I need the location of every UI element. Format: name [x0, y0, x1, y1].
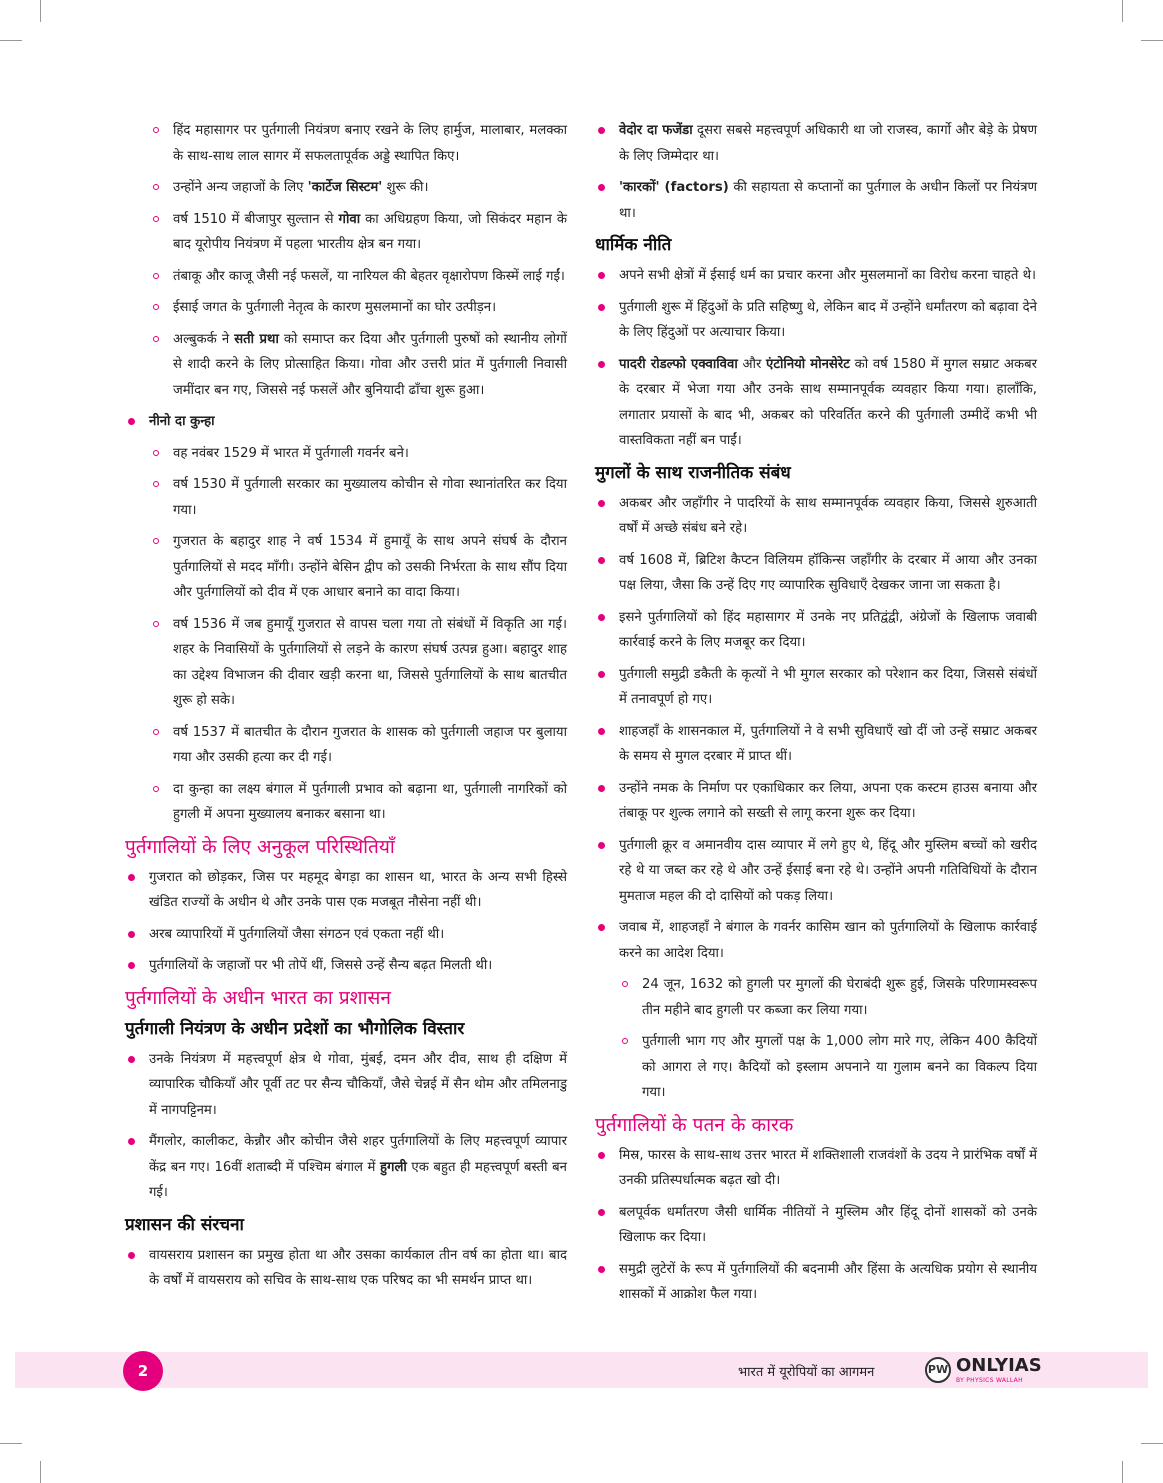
list-item: गुजरात के बहादुर शाह ने वर्ष 1534 में हुमायूँ के साथ अपने संघर्ष के दौरान पुर्तगालियों से मदद माँगी। उन्होंने बेसिन द्वीप को उसकी निर्भरता के साथ सौंप दिया और पुर्तगालियों को दीव में एक आधार बनाने का वादा किया। [125, 529, 567, 606]
list-item: उन्होंने अन्य जहाजों के लिए 'कार्टेज सिस्टम' शुरू की। [125, 175, 567, 201]
subheading-structure: प्रशासन की संरचना [125, 1214, 244, 1235]
list-item: मैंगलोर, कालीकट, केन्नौर और कोचीन जैसे शहर पुर्तगालियों के लिए महत्त्वपूर्ण व्यापार केंद्र बन गए। 16वीं शताब्दी में पश्चिम बंगाल में हुगली एक बहुत ही महत्त्वपूर्ण बस्ती बन गई। [125, 1129, 567, 1206]
list-item: ईसाई जगत के पुर्तगाली नेतृत्व के कारण मुसलमानों का घोर उत्पीड़न। [125, 295, 567, 321]
list-item: पुर्तगालियों के जहाजों पर भी तोपें थीं, जिससे उन्हें सैन्य बढ़त मिलती थी। [125, 953, 567, 979]
crop-mark [1122, 0, 1123, 22]
list-item: वर्ष 1530 में पुर्तगाली सरकार का मुख्यालय कोचीन से गोवा स्थानांतरित कर दिया गया। [125, 472, 567, 523]
list-item: उन्होंने नमक के निर्माण पर एकाधिकार कर लिया, अपना एक कस्टम हाउस बनाया और तंबाकू पर शुल्क लगाने को सख्ती से लागू करना शुरू कर दिया। [595, 776, 1037, 827]
list-item: अकबर और जहाँगीर ने पादरियों के साथ सम्मानपूर्वक व्यवहार किया, जिससे शुरुआती वर्षों में अच्छे संबंध बने रहे। [595, 491, 1037, 542]
list-item: पुर्तगाली समुद्री डकैती के कृत्यों ने भी मुगल सरकार को परेशान कर दिया, जिससे संबंधों में तनावपूर्ण हो गए। [595, 662, 1037, 713]
left-column [125, 118, 567, 1300]
list-item: 24 जून, 1632 को हुगली पर मुगलों की घेराबंदी शुरू हुई, जिसके परिणामस्वरूप तीन महीने बाद हुगली पर कब्जा कर लिया गया। [595, 972, 1037, 1023]
page-number: 2 [123, 1351, 163, 1391]
list-item: वर्ष 1536 में जब हुमायूँ गुजरात से वापस चला गया तो संबंधों में विकृति आ गई। शहर के निवासियों के पुर्तगालियों से लड़ने के कारण संघर्ष उत्पन्न हुआ। बहादुर शाह का उद्देश्य विभाजन की दीवार खड़ी करना था, जिससे पुर्तगालियों के साथ बातचीत शुरू हो सके। [125, 612, 567, 714]
list-item: पुर्तगाली शुरू में हिंदुओं के प्रति सहिष्णु थे, लेकिन बाद में उन्होंने धर्मांतरण को बढ़ावा देने के लिए हिंदुओं पर अत्याचार किया। [595, 295, 1037, 346]
crop-mark [1141, 1443, 1163, 1444]
list-item: जवाब में, शाहजहाँ ने बंगाल के गवर्नर कासिम खान को पुर्तगालियों के खिलाफ कार्रवाई करने का आदेश दिया। [595, 915, 1037, 966]
list-item: मिस्र, फारस के साथ-साथ उत्तर भारत में शक्तिशाली राजवंशों के उदय ने प्रारंभिक वर्षों में उनकी प्रतिस्पर्धात्मक बढ़त खो दी। [595, 1143, 1037, 1194]
list-item: तंबाकू और काजू जैसी नई फसलें, या नारियल की बेहतर वृक्षारोपण किस्में लाई गईं। [125, 264, 567, 290]
list-item: शाहजहाँ के शासनकाल में, पुर्तगालियों ने वे सभी सुविधाएँ खो दीं जो उन्हें सम्राट अकबर के समय से मुगल दरबार में प्राप्त थीं। [595, 719, 1037, 770]
crop-mark [0, 40, 22, 41]
list-item: बलपूर्वक धर्मांतरण जैसी धार्मिक नीतियों ने मुस्लिम और हिंदू दोनों शासकों को उनके खिलाफ कर दिया। [595, 1200, 1037, 1251]
section-heading-decline: पुर्तगालियों के पतन के कारक [595, 1113, 794, 1136]
nino-da-cunha-heading: नीनो दा कुन्हा [125, 409, 567, 435]
list-item: गुजरात को छोड़कर, जिस पर महमूद बेगड़ा का शासन था, भारत के अन्य सभी हिस्से खंडित राज्यों के अधीन थे और उनके पास एक मजबूत नौसेना नहीं थी। [125, 865, 567, 916]
list-item: वायसराय प्रशासन का प्रमुख होता था और उसका कार्यकाल तीन वर्ष का होता था। बाद के वर्षों में वायसराय को सचिव के साथ-साथ एक परिषद का भी समर्थन प्राप्त था। [125, 1243, 567, 1294]
list-item: वर्ष 1537 में बातचीत के दौरान गुजरात के शासक को पुर्तगाली जहाज पर बुलाया गया और उसकी हत्या कर दी गई। [125, 720, 567, 771]
logo-name: ONLYIAS [956, 1355, 1042, 1376]
list-item: वर्ष 1510 में बीजापुर सुल्तान से गोवा का अधिग्रहण किया, जो सिकंदर महान के बाद यूरोपीय नियंत्रण में पहला भारतीय क्षेत्र बन गया। [125, 207, 567, 258]
list-item: वह नवंबर 1529 में भारत में पुर्तगाली गवर्नर बने। [125, 441, 567, 467]
logo-subtitle: BY PHYSICS WALLAH [956, 1377, 1023, 1384]
subheading-mughal-relations: मुगलों के साथ राजनीतिक संबंध [595, 462, 791, 483]
subheading-religious-policy: धार्मिक नीति [595, 235, 672, 255]
crop-mark [0, 1443, 22, 1444]
list-item: दा कुन्हा का लक्ष्य बंगाल में पुर्तगाली प्रभाव को बढ़ाना था, पुर्तगाली नागरिकों को हुगली में अपना मुख्यालय बनाकर बसाना था। [125, 777, 567, 828]
list-item: वेदोर दा फजेंडा दूसरा सबसे महत्त्वपूर्ण अधिकारी था जो राजस्व, कार्गो और बेड़े के प्रेषण के लिए जिम्मेदार था। [595, 118, 1037, 169]
list-item: इसने पुर्तगालियों को हिंद महासागर में उनके नए प्रतिद्वंद्वी, अंग्रेजों के खिलाफ जवाबी कार्रवाई करने के लिए मजबूर कर दिया। [595, 605, 1037, 656]
crop-mark [1122, 1461, 1123, 1483]
section-heading-favorable: पुर्तगालियों के लिए अनुकूल परिस्थितियाँ [125, 835, 395, 858]
list-item: पुर्तगाली क्रूर व अमानवीय दास व्यापार में लगे हुए थे, हिंदू और मुस्लिम बच्चों को खरीद रहे थे या जब्त कर रहे थे और उन्हें ईसाई बना रहे थे। उन्होंने अपनी गतिविधियों के दौरान मुमताज महल की दो दासियों को पकड़ लिया। [595, 833, 1037, 910]
section-heading-administration: पुर्तगालियों के अधीन भारत का प्रशासन [125, 986, 391, 1009]
chapter-title: भारत में यूरोपियों का आगमन [738, 1365, 875, 1380]
list-item: पुर्तगाली भाग गए और मुगलों पक्ष के 1,000 लोग मारे गए, लेकिन 400 कैदियों को आगरा ले गए। कैदियों को इस्लाम अपनाने या गुलाम बनने का विकल्प दिया गया। [595, 1029, 1037, 1106]
list-item: समुद्री लुटेरों के रूप में पुर्तगालियों की बदनामी और हिंसा के अत्यधिक प्रयोग से स्थानीय शासकों में आक्रोश फैल गया। [595, 1257, 1037, 1308]
crop-mark [40, 0, 41, 22]
crop-mark [40, 1461, 41, 1483]
list-item: अपने सभी क्षेत्रों में ईसाई धर्म का प्रचार करना और मुसलमानों का विरोध करना चाहते थे। [595, 263, 1037, 289]
list-item: अल्बुकर्क ने सती प्रथा को समाप्त कर दिया और पुर्तगाली पुरुषों को स्थानीय लोगों से शादी करने के लिए प्रोत्साहित किया। गोवा और उत्तरी प्रांत में पुर्तगाली निवासी जमींदार बन गए, जिससे नई फसलें और बुनियादी ढाँचा शुरू हुआ। [125, 327, 567, 404]
list-item: हिंद महासागर पर पुर्तगाली नियंत्रण बनाए रखने के लिए हार्मुज, मालाबार, मलक्का के साथ-साथ लाल सागर में सफलतापूर्वक अड्डे स्थापित किए। [125, 118, 567, 169]
list-item: 'कारकों' (factors) की सहायता से कप्तानों का पुर्तगाल के अधीन किलों पर नियंत्रण था। [595, 175, 1037, 226]
pw-logo-icon: PW [925, 1357, 951, 1383]
list-item: उनके नियंत्रण में महत्त्वपूर्ण क्षेत्र थे गोवा, मुंबई, दमन और दीव, साथ ही दक्षिण में व्यापारिक चौकियाँ और पूर्वी तट पर सैन्य चौकियाँ, जैसे चेन्नई में सैन थोम और तमिलनाडु में नागपट्टिनम। [125, 1047, 567, 1124]
list-item: वर्ष 1608 में, ब्रिटिश कैप्टन विलियम हॉकिन्स जहाँगीर के दरबार में आया और उनका पक्ष लिया, जैसा कि उन्हें दिए गए व्यापारिक सुविधाएँ देखकर जाना जा सकता है। [595, 548, 1037, 599]
list-item: पादरी रोडल्फो एक्वाविवा और एंटोनियो मोनसेरेट को वर्ष 1580 में मुगल सम्राट अकबर के दरबार में भेजा गया और उनके साथ सम्मानपूर्वक व्यवहार किया गया। हालाँकि, लगातार प्रयासों के बाद भी, अकबर को परिवर्तित करने की पुर्तगाली उम्मीदें कभी भी वास्तविकता नहीं बन पाईं। [595, 352, 1037, 454]
right-column [595, 118, 1037, 1314]
list-item: अरब व्यापारियों में पुर्तगालियों जैसा संगठन एवं एकता नहीं थी। [125, 922, 567, 948]
subheading-geography: पुर्तगाली नियंत्रण के अधीन प्रदेशों का भौगोलिक विस्तार [125, 1018, 465, 1039]
crop-mark [1141, 40, 1163, 41]
